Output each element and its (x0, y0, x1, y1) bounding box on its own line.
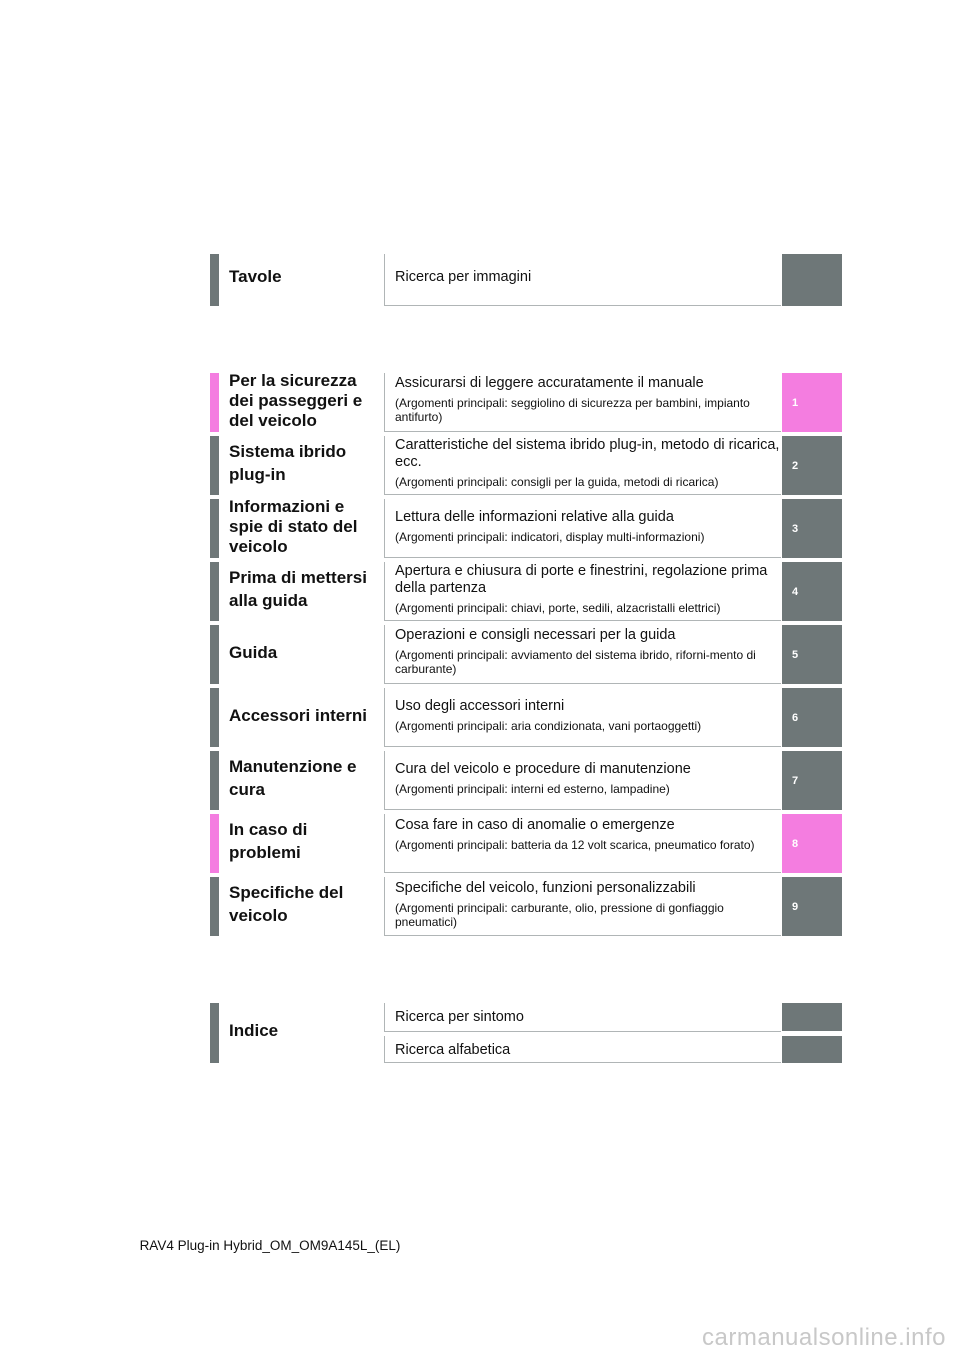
chapter-tab-6[interactable] (782, 688, 842, 747)
tavole-bar (210, 254, 219, 306)
chapter-description-cell (384, 373, 781, 432)
chapter-row-3[interactable] (210, 499, 842, 558)
chapter-main-text: Caratteristiche del sistema ibrido plug-in, metodo di ricarica, ecc. (395, 437, 780, 470)
chapter-bar (210, 373, 219, 432)
chapter-number: 7 (792, 774, 799, 787)
chapter-description-cell (384, 625, 781, 684)
chapter-sub-text: (Argomenti principali: indicatori, display multi-informazioni) (395, 530, 705, 544)
chapter-title: Manutenzione e cura (229, 757, 357, 799)
chapter-title: Guida (229, 643, 278, 662)
watermark: carmanualsonline.info (702, 1324, 946, 1351)
indice-tab-alphabetic (782, 1036, 842, 1063)
chapter-row-6[interactable] (210, 688, 842, 747)
chapter-description-cell (384, 877, 781, 936)
chapter-row-1[interactable] (210, 373, 842, 432)
tavole-description-cell (384, 254, 781, 306)
indice-category: Indice (229, 1021, 279, 1040)
chapter-row-5[interactable] (210, 625, 842, 684)
chapter-sub-text: (Argomenti principali: interni ed esterno, lampadine) (395, 782, 670, 796)
chapter-sub-text: (Argomenti principali: carburante, olio, pressione di gonfiaggio pneumatici) (395, 901, 724, 929)
chapter-number: 8 (792, 837, 799, 850)
indice-bar (210, 1003, 219, 1063)
chapter-main-text: Assicurarsi di leggere accuratamente il manuale (395, 375, 704, 391)
chapter-number: 4 (792, 585, 799, 598)
chapter-number: 3 (792, 522, 799, 535)
chapter-number: 2 (792, 459, 799, 472)
chapter-main-text: Apertura e chiusura di porte e finestrini, regolazione prima della partenza (395, 563, 768, 596)
chapter-sub-text: (Argomenti principali: aria condizionata, vani portaoggetti) (395, 719, 702, 733)
chapter-sub-text: (Argomenti principali: chiavi, porte, sedili, alzacristalli elettrici) (395, 601, 721, 615)
chapter-description-cell (384, 436, 781, 495)
chapter-title: Informazioni e spie di stato del veicolo (229, 497, 358, 556)
chapter-sub-text: (Argomenti principali: seggiolino di sicurezza per bambini, impianto antifurto) (395, 396, 750, 424)
chapter-row-2[interactable] (210, 436, 842, 495)
chapter-main-text: Cosa fare in caso di anomalie o emergenze (395, 817, 675, 833)
chapter-main-text: Specifiche del veicolo, funzioni personalizzabili (395, 880, 696, 896)
indice-item-alphabetic[interactable]: Ricerca alfabetica (384, 1036, 781, 1063)
chapter-bar (210, 436, 219, 495)
indice-row[interactable] (210, 1003, 842, 1063)
chapter-main-text: Operazioni e consigli necessari per la guida (395, 627, 676, 643)
chapter-tab-4[interactable] (782, 562, 842, 621)
chapter-bar (210, 877, 219, 936)
chapter-bar (210, 814, 219, 873)
tavole-row[interactable] (210, 254, 842, 306)
chapter-number: 9 (792, 900, 799, 913)
chapter-sub-text: (Argomenti principali: consigli per la guida, metodi di ricarica) (395, 475, 719, 489)
chapter-main-text: Uso degli accessori interni (395, 698, 565, 714)
chapter-number: 6 (792, 711, 799, 724)
tavole-category: Tavole (229, 267, 282, 286)
chapter-tab-5[interactable] (782, 625, 842, 684)
chapter-tab-2[interactable] (782, 436, 842, 495)
chapter-sub-text: (Argomenti principali: batteria da 12 volt scarica, pneumatico forato) (395, 838, 755, 852)
tavole-description: Ricerca per immagini (395, 269, 532, 285)
chapter-description-cell (384, 499, 781, 558)
chapter-bar (210, 688, 219, 747)
chapter-title: Per la sicurezza dei passeggeri e del veicolo (229, 371, 363, 430)
chapter-number: 5 (792, 648, 799, 661)
chapter-number: 1 (792, 396, 799, 409)
chapter-description-cell (384, 688, 781, 747)
chapter-row-8[interactable] (210, 814, 842, 873)
tavole-tab (782, 254, 842, 306)
chapter-tab-7[interactable] (782, 751, 842, 810)
indice-item-symptom[interactable]: Ricerca per sintomo (384, 1003, 781, 1032)
chapter-title: Specifiche del veicolo (229, 883, 344, 925)
chapter-bar (210, 562, 219, 621)
chapter-bar (210, 499, 219, 558)
chapter-row-9[interactable] (210, 877, 842, 936)
chapter-tab-9[interactable] (782, 877, 842, 936)
chapter-main-text: Lettura delle informazioni relative alla guida (395, 509, 674, 525)
chapter-title: Sistema ibrido plug-in (229, 442, 347, 484)
chapter-row-7[interactable] (210, 751, 842, 810)
chapter-bar (210, 625, 219, 684)
chapter-tab-8[interactable] (782, 814, 842, 873)
chapter-main-text: Cura del veicolo e procedure di manutenzione (395, 761, 691, 777)
footer-document-code: RAV4 Plug-in Hybrid_OM_OM9A145L_(EL) (139, 1238, 401, 1253)
chapter-description-cell (384, 751, 781, 810)
chapter-title: Prima di mettersi alla guida (229, 568, 367, 610)
chapter-title: In caso di problemi (229, 820, 308, 862)
chapter-tab-3[interactable] (782, 499, 842, 558)
chapter-tab-1[interactable] (782, 373, 842, 432)
indice-tab-symptom (782, 1003, 842, 1031)
chapter-description-cell (384, 814, 781, 873)
chapter-description-cell (384, 562, 781, 621)
chapter-bar (210, 751, 219, 810)
chapter-title: Accessori interni (229, 706, 367, 725)
chapter-row-4[interactable] (210, 562, 842, 621)
chapter-sub-text: (Argomenti principali: avviamento del sistema ibrido, riforni-mento di carburante) (395, 648, 756, 676)
